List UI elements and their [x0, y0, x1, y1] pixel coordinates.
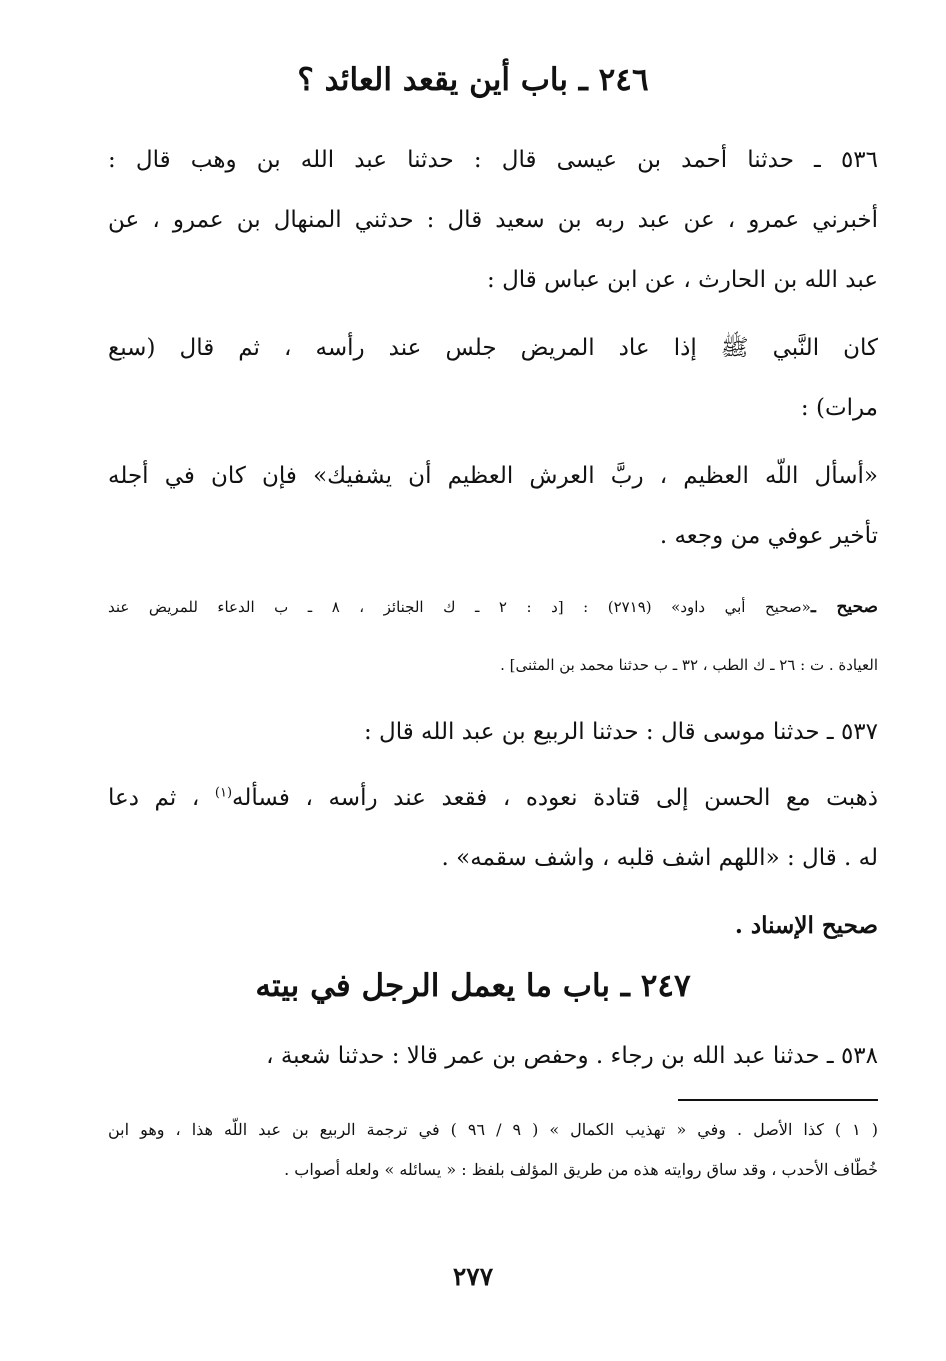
- chapter-247-heading: ٢٤٧ ـ باب ما يعمل الرجل في بيته: [255, 968, 691, 1004]
- hadith-536-line-1: ٥٣٦ ـ حدثنا أحمد بن عيسى قال : حدثنا عبد الله بن وهب قال :: [108, 147, 878, 173]
- footnote-reference[interactable]: (١): [214, 785, 233, 801]
- hadith-537-line-2: [108, 782, 878, 814]
- page-number: ٢٧٧: [452, 1262, 494, 1291]
- hadith-536-grade-line-1: [108, 596, 878, 618]
- footnote-1-line-1: ( ١ ) كذا الأصل . وفي « تهذيب الكمال » ( ٩ / ٩٦ ) في ترجمة الربيع بن عبد اللّه هذا ، وهو ابن: [108, 1120, 879, 1139]
- footnote-1-line-2: خُطّاف الأحدب ، وقد ساق روايته هذه من طريق المؤلف بلفظ : « يسائله » ولعله أصواب .: [284, 1160, 878, 1179]
- grade-word: صحيح ـ: [810, 597, 878, 617]
- footnote-divider: [678, 1099, 878, 1101]
- hadith-537-text-before-ref: ذهبت مع الحسن إلى قتادة نعوده ، فقعد عند رأسه ، فسأله: [232, 785, 879, 811]
- hadith-536-grade-line-2: العيادة . ت : ٢٦ ـ ك الطب ، ٣٢ ـ ب حدثنا محمد بن المثنى] .: [500, 656, 878, 674]
- hadith-536-line-5: مرات) :: [800, 395, 878, 421]
- hadith-536-line-4: كان النَّبي ﷺ إذا عاد المريض جلس عند رأسه ، ثم قال (سبع: [108, 335, 878, 361]
- grade-source-1: «صحيح أبي داود» (٢٧١٩) : [د : ٢ ـ ك الجنائز ، ٨ ـ ب الدعاء للمريض عند: [108, 598, 811, 616]
- hadith-537-text-after-ref: ، ثم دعا: [108, 785, 215, 811]
- hadith-537-line-3: له . قال : «اللهم اشف قلبه ، واشف سقمه» .: [441, 845, 878, 871]
- hadith-537-line-1: ٥٣٧ ـ حدثنا موسى قال : حدثنا الربيع بن عبد الله قال :: [363, 719, 878, 745]
- hadith-538-line-1: ٥٣٨ ـ حدثنا عبد الله بن رجاء . وحفص بن عمر قالا : حدثنا شعبة ،: [266, 1043, 878, 1069]
- hadith-536-line-6: «أسأل اللّه العظيم ، ربَّ العرش العظيم أن يشفيك» فإن كان في أجله: [108, 463, 878, 489]
- hadith-537-grade: صحيح الإسناد .: [734, 912, 878, 939]
- hadith-536-line-2: أخبرني عمرو ، عن عبد ربه بن سعيد قال : حدثني المنهال بن عمرو ، عن: [108, 207, 878, 233]
- chapter-246-heading: ٢٤٦ ـ باب أين يقعد العائد ؟: [297, 62, 649, 98]
- hadith-536-line-3: عبد الله بن الحارث ، عن ابن عباس قال :: [487, 267, 878, 293]
- hadith-536-line-7: تأخير عوفي من وجعه .: [659, 523, 878, 549]
